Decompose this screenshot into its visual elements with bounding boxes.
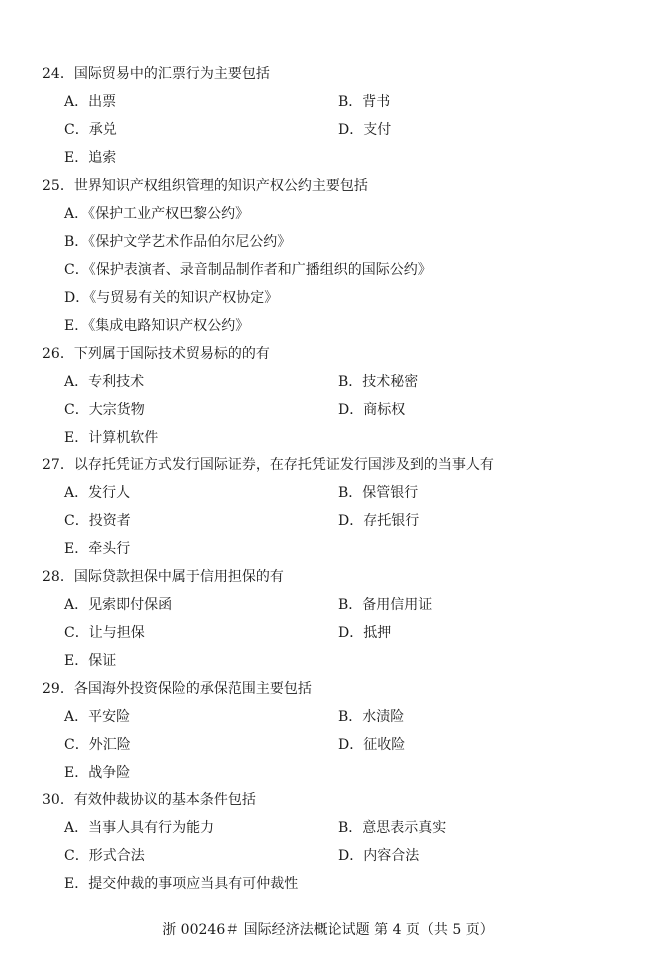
option-c: C．形式合法 <box>64 848 145 864</box>
question-stem: 28．国际贷款担保中属于信用担保的有 <box>42 569 284 585</box>
option-d: D．《与贸易有关的知识产权协定》 <box>64 290 279 306</box>
option-e: E．追索 <box>64 150 117 166</box>
question-30 <box>42 786 622 898</box>
option-row <box>42 870 622 898</box>
option-row <box>42 424 622 452</box>
option-row <box>42 703 622 731</box>
option-row <box>42 88 622 116</box>
option-c: C．外汇险 <box>64 737 131 753</box>
option-row <box>42 535 622 563</box>
option-d: D．存托银行 <box>338 513 420 529</box>
option-d: D．征收险 <box>338 737 406 753</box>
option-row <box>42 479 622 507</box>
option-e: E．《集成电路知识产权公约》 <box>64 318 250 334</box>
option-e: E．计算机软件 <box>64 430 159 446</box>
option-c: C．大宗货物 <box>64 402 145 418</box>
option-a: A．专利技术 <box>64 374 145 390</box>
option-c: C．《保护表演者、录音制品制作者和广播组织的国际公约》 <box>64 262 432 278</box>
option-b: B．意思表示真实 <box>338 820 447 836</box>
option-e: E．战争险 <box>64 765 131 781</box>
question-stem: 24．国际贸易中的汇票行为主要包括 <box>42 66 270 82</box>
option-d: D．抵押 <box>338 625 392 641</box>
question-stem: 27．以存托凭证方式发行国际证券，在存托凭证发行国涉及到的当事人有 <box>42 457 494 473</box>
option-row <box>42 144 622 172</box>
question-24 <box>42 60 622 172</box>
option-d: D．商标权 <box>338 402 406 418</box>
option-row <box>42 591 622 619</box>
option-row <box>42 619 622 647</box>
option-e: E．保证 <box>64 653 117 669</box>
option-a: A．平安险 <box>64 709 131 725</box>
option-d: D．内容合法 <box>338 848 420 864</box>
option-row <box>42 647 622 675</box>
option-e: E．牵头行 <box>64 541 131 557</box>
question-28 <box>42 563 622 675</box>
option-a: A．当事人具有行为能力 <box>64 820 215 836</box>
option-c: C．承兑 <box>64 122 117 138</box>
option-row <box>42 731 622 759</box>
option-row <box>42 759 622 787</box>
option-row <box>42 842 622 870</box>
option-a: A．出票 <box>64 94 117 110</box>
option-row <box>42 507 622 535</box>
question-26 <box>42 340 622 452</box>
option-d: D．支付 <box>338 122 392 138</box>
option-c: C．让与担保 <box>64 625 145 641</box>
option-b: B．技术秘密 <box>338 374 419 390</box>
option-b: B．备用信用证 <box>338 597 433 613</box>
page-footer: 浙 00246＃ 国际经济法概论试题 第 4 页（共 5 页） <box>162 922 494 938</box>
question-stem: 25．世界知识产权组织管理的知识产权公约主要包括 <box>42 178 368 194</box>
option-a: A．见索即付保函 <box>64 597 173 613</box>
question-stem: 30．有效仲裁协议的基本条件包括 <box>42 792 256 808</box>
option-e: E．提交仲裁的事项应当具有可仲裁性 <box>64 876 299 892</box>
question-25 <box>42 172 622 340</box>
option-a: A．《保护工业产权巴黎公约》 <box>64 206 250 222</box>
option-row <box>42 116 622 144</box>
question-stem: 29．各国海外投资保险的承保范围主要包括 <box>42 681 312 697</box>
option-b: B．水渍险 <box>338 709 405 725</box>
question-29 <box>42 675 622 787</box>
option-b: B．保管银行 <box>338 485 419 501</box>
option-row <box>42 814 622 842</box>
option-c: C．投资者 <box>64 513 131 529</box>
option-a: A．发行人 <box>64 485 131 501</box>
option-b: B．背书 <box>338 94 391 110</box>
question-27 <box>42 451 622 563</box>
question-stem: 26．下列属于国际技术贸易标的的有 <box>42 346 270 362</box>
option-row <box>42 396 622 424</box>
option-b: B．《保护文学艺术作品伯尔尼公约》 <box>64 234 292 250</box>
option-row <box>42 368 622 396</box>
